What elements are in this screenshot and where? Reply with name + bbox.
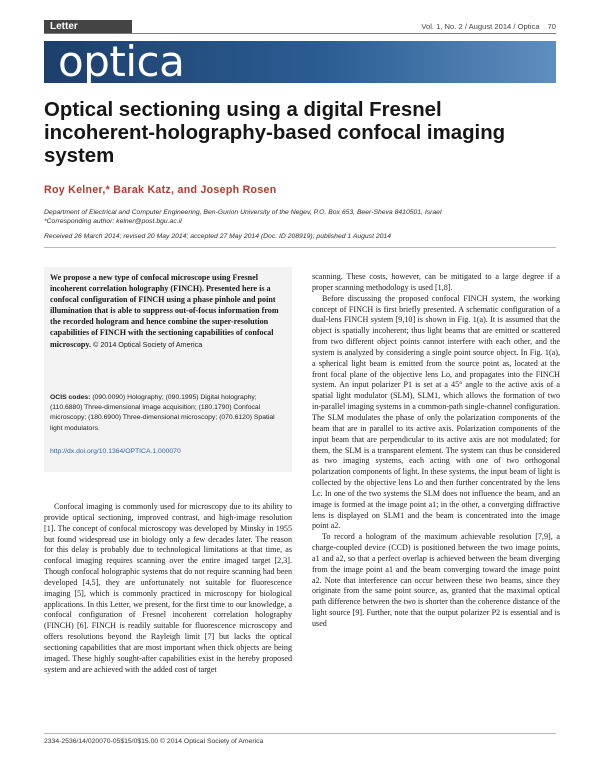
body-paragraph: To record a hologram of the maximum achievable resolution [7,9], a charge-coupled device (CCD) is positioned between the two image points, a1 and a2, so that a perfect overlap is achieved between the beam diverging from the image point a1 and the beam converging toward the image point a2. Note that interference can occur between these two beams, since they originate from the same point source, as, granted that the maximal optical path difference between the two is shorter than the coherence distance of the light source [9]. Further, note that the output polarizer P2 is essential and is used xyxy=(312,532,560,628)
ocis-label: OCIS codes: xyxy=(50,394,91,401)
body-paragraph: scanning. These costs, however, can be mitigated to a large degree if a proper scanning methodology is used [1,8]. xyxy=(312,272,560,292)
doi-link[interactable]: http://dx.doi.org/10.1364/OPTICA.1.000070 xyxy=(50,448,181,455)
body-column-right xyxy=(312,272,560,630)
abstract-text: We propose a new type of confocal microscope using Fresnel incoherent correlation holography (FINCH). Presented here is a confocal configuration of FINCH using a phase pinhole and point illumination that is able to suppress out-of-focus information from the recorded hologram and hence combine the super-resolution capabilities of FINCH with the sectioning capabilities of confocal microscopy. xyxy=(50,273,279,349)
footer-rule xyxy=(44,733,556,734)
header-rule xyxy=(44,33,556,34)
publication-dates: Received 26 March 2014; revised 20 May 2014; accepted 27 May 2014 (Doc. ID 208919); published 1 August 2014 xyxy=(44,233,391,240)
journal-citation: Vol. 1, No. 2 / August 2014 / Optica xyxy=(421,22,540,31)
abstract xyxy=(50,272,288,350)
copyright-notice: © 2014 Optical Society of America xyxy=(93,339,203,349)
body-paragraph: Before discussing the proposed confocal FINCH system, the working concept of FINCH is first briefly presented. A schematic configuration of a dual-lens FINCH system [9,10] is shown in Fig. 1(a). It is assumed that the object is spatially incoherent; thus light beams that are emitted or scattered from two different object points cannot interfere with each other, and the system is analyzed by considering a single point source object. In Fig. 1(a), a spherical light beam is emitted from the source point as, located at the front focal plane of the objective lens Lo, and propagates into the FINCH system. An input polarizer P1 is set at a 45° angle to the active axis of a spatial light modulator (SLM), SLM1, which allows the formation of two in-parallel imaging systems in a common-path single-channel configuration. The SLM modulates the phase of only the polarization components of the beam that are in parallel to its active axis. Polarization components of the input beam that are perpendicular to its active axis are not modulated; for them, the SLM is a transparent element. The system can thus be considered as two imaging systems, each acting with one of two orthogonal polarization components of light. In these systems, the input beam of light is collected by the objective lens Lo and then further concentrated by the lens Lc. In one of the two systems the SLM does not influence the beam, and an image is formed at the image point a1; in the other, a converging diffractive lens is displayed on SLM1 and the beam is concentrated into the image point a2. xyxy=(312,293,560,531)
affiliation: Department of Electrical and Computer Engineering, Ben-Gurion University of the Negev, P.O. Box 653, Beer-Sheva 8410501, Israel xyxy=(44,209,442,216)
journal-info xyxy=(421,22,556,31)
footer-issn: 2334-2536/14/020070-05$15/0$15.00 © 2014 Optical Society of America xyxy=(44,738,264,745)
page-number: 70 xyxy=(547,22,556,31)
article-title: Optical sectioning using a digital Fresnel incoherent-holography-based confocal imaging system xyxy=(44,99,506,167)
ocis-list: (090.0090) Holography; (090.1995) Digital holography; (110.6880) Three-dimensional image acquisition; (180.1790) Confocal microscopy; (180.6900) Three-dimensional microscopy; (070.6120) Spatial light modulators. xyxy=(50,394,275,432)
section-label: Letter xyxy=(44,20,132,34)
author-list: Roy Kelner,* Barak Katz, and Joseph Rosen xyxy=(44,184,277,196)
body-column-left: Confocal imaging is commonly used for microscopy due to its ability to provide optical sectioning, improved contrast, and high-image resolution [1]. The concept of confocal microscopy was developed by Minsky in 1955 but found widespread use in biology only a few decades later. The reason for this delay is probably due to technological limitations at that time, as confocal imaging requires scanning over the entire imaged target [2,3]. Though confocal holographic systems that do not require scanning had been developed [4,5], they are unfortunately not suitable for fluorescence imaging [5], which is commonly practiced in microscopy for biological applications. In this Letter, we present, for the first time to our knowledge, a confocal configuration of Fresnel incoherent correlation holography (FINCH) [6]. FINCH is readily suitable for fluorescence microscopy and offers resolutions beyond the Rayleigh limit [7] but lacks the optical sectioning capabilities that are most important when thick objects are being imaged. These highly sought-after capabilities exist in the hereby proposed system and are achieved with the added cost of target xyxy=(44,502,292,674)
ocis-codes xyxy=(50,393,288,434)
corresponding-author: *Corresponding author: kelner@post.bgu.ac.il xyxy=(44,218,182,225)
dates-rule xyxy=(44,247,556,248)
journal-logo: optica xyxy=(58,37,185,86)
